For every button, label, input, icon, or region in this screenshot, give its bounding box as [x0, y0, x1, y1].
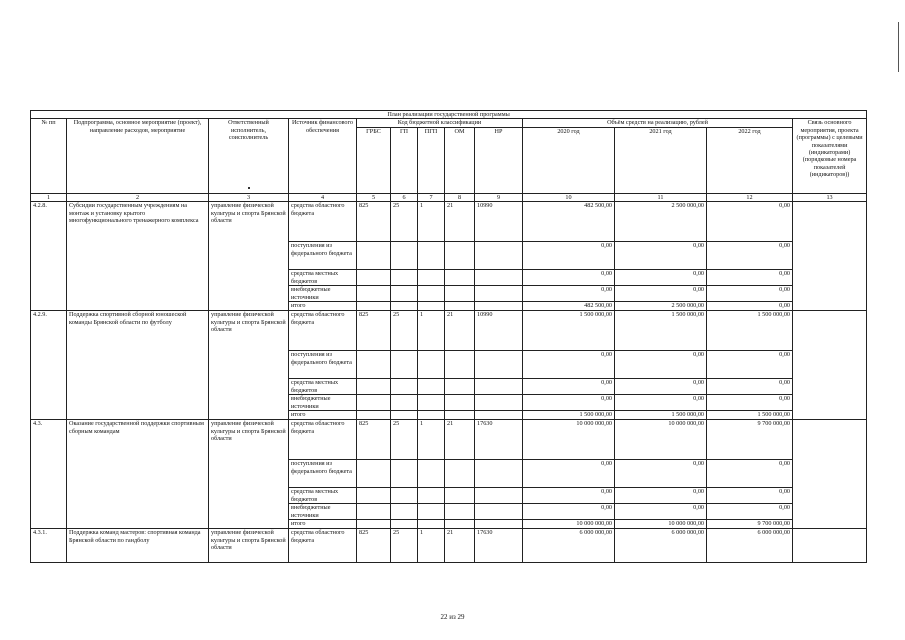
cell-np: [475, 351, 523, 379]
cell-np: [475, 379, 523, 395]
cell-number: 4.3.1.: [31, 529, 67, 563]
cell-2020: 482 500,00: [523, 302, 615, 311]
cell-om: [445, 411, 475, 420]
cell-2021: 0,00: [615, 460, 707, 488]
cell-2021: 0,00: [615, 351, 707, 379]
cell-source: итого: [289, 302, 357, 311]
cell-responsible: управление физической культуры и спорта Брянской области: [209, 202, 289, 311]
cell-2020: 0,00: [523, 460, 615, 488]
cell-np: 17630: [475, 529, 523, 563]
cell-grbs: [357, 270, 391, 286]
cell-responsible: управление физической культуры и спорта Брянской области: [209, 311, 289, 420]
cell-2022: 0,00: [707, 286, 793, 302]
cell-gp: 25: [391, 311, 418, 351]
cell-2022: 0,00: [707, 302, 793, 311]
cell-grbs: [357, 351, 391, 379]
cell-np: [475, 460, 523, 488]
column-number: 12: [707, 193, 793, 201]
cell-grbs: [357, 411, 391, 420]
column-number-row: [31, 193, 867, 201]
cell-pgp: 1: [418, 311, 445, 351]
cell-2021: 1 500 000,00: [615, 311, 707, 351]
cell-gp: [391, 411, 418, 420]
header-source: Источник финансового обеспечения: [289, 119, 357, 193]
cell-grbs: [357, 395, 391, 411]
cell-source: внебюджетные источники: [289, 504, 357, 520]
cell-2022: 0,00: [707, 504, 793, 520]
cell-number: 4.2.9.: [31, 311, 67, 420]
cell-2021: 0,00: [615, 242, 707, 270]
cell-om: 21: [445, 529, 475, 563]
header-link: Связь основного мероприятия, проекта (программы) с целевыми показателями (индикаторами) (порядковые номера показателей (индикаторов)): [793, 119, 867, 193]
cell-pgp: [418, 488, 445, 504]
cell-2022: 9 700 000,00: [707, 420, 793, 460]
cell-2021: 0,00: [615, 504, 707, 520]
cell-2021: 2 500 000,00: [615, 302, 707, 311]
cell-grbs: [357, 242, 391, 270]
budget-table: [30, 110, 867, 563]
cell-om: [445, 286, 475, 302]
cell-gp: [391, 395, 418, 411]
cell-source: итого: [289, 520, 357, 529]
header-responsible: Ответственный исполнитель, соисполнитель: [209, 119, 289, 193]
cell-pgp: [418, 395, 445, 411]
column-number: 5: [357, 193, 391, 201]
cell-om: [445, 270, 475, 286]
cell-om: [445, 242, 475, 270]
header-2020: 2020 год: [523, 127, 615, 193]
header-grbs: ГРБС: [357, 127, 391, 193]
cell-link: [793, 202, 867, 311]
cell-name: Оказание государственной поддержки спортивным сборным командам: [67, 420, 209, 529]
cell-2022: 0,00: [707, 488, 793, 504]
cell-source: средства местных бюджетов: [289, 488, 357, 504]
cell-np: 17630: [475, 420, 523, 460]
cell-2021: 6 000 000,00: [615, 529, 707, 563]
cell-om: [445, 379, 475, 395]
cell-pgp: [418, 302, 445, 311]
cell-2020: 1 500 000,00: [523, 311, 615, 351]
header-2021: 2021 год: [615, 127, 707, 193]
cell-om: [445, 488, 475, 504]
cell-number: 4.2.8.: [31, 202, 67, 311]
cell-2020: 0,00: [523, 286, 615, 302]
cell-grbs: 825: [357, 420, 391, 460]
cell-responsible: управление физической культуры и спорта Брянской области: [209, 420, 289, 529]
cell-pgp: 1: [418, 202, 445, 242]
cell-pgp: [418, 379, 445, 395]
header-no: № пп: [31, 119, 67, 193]
cell-gp: [391, 488, 418, 504]
column-number: 13: [793, 193, 867, 201]
cell-2021: 0,00: [615, 395, 707, 411]
cell-gp: [391, 504, 418, 520]
cell-2022: 0,00: [707, 242, 793, 270]
header-pgp: ПГП: [418, 127, 445, 193]
cell-pgp: [418, 351, 445, 379]
cell-2022: 0,00: [707, 270, 793, 286]
header-volume: Объём средств на реализацию, рублей: [523, 119, 793, 127]
cell-2022: 6 000 000,00: [707, 529, 793, 563]
cell-link: [793, 420, 867, 529]
column-number: 9: [475, 193, 523, 201]
table-row: [31, 420, 867, 460]
column-number: 6: [391, 193, 418, 201]
table-row: [31, 529, 867, 563]
cell-grbs: [357, 460, 391, 488]
cell-2021: 0,00: [615, 488, 707, 504]
column-number: 2: [67, 193, 209, 201]
table-title: План реализации государственной программы: [31, 111, 867, 119]
cell-pgp: [418, 460, 445, 488]
cell-source: средства областного бюджета: [289, 202, 357, 242]
header-gp: ГП: [391, 127, 418, 193]
cell-np: [475, 488, 523, 504]
column-number: 8: [445, 193, 475, 201]
cell-om: [445, 504, 475, 520]
cell-source: поступления из федерального бюджета: [289, 460, 357, 488]
cell-name: Субсидии государственным учреждениям на монтаж и установку крытого многофункционального тренажерного комплекса: [67, 202, 209, 311]
cell-source: средства областного бюджета: [289, 311, 357, 351]
column-number: 7: [418, 193, 445, 201]
cell-pgp: [418, 520, 445, 529]
cell-name: Поддержка спортивной сборной юношеской команды Брянской области по футболу: [67, 311, 209, 420]
cell-2020: 0,00: [523, 351, 615, 379]
cell-2021: 10 000 000,00: [615, 520, 707, 529]
cell-gp: [391, 351, 418, 379]
cell-grbs: [357, 504, 391, 520]
cell-gp: [391, 520, 418, 529]
cell-om: [445, 395, 475, 411]
budget-table-container: [30, 110, 866, 563]
cell-gp: [391, 379, 418, 395]
header-om: ОМ: [445, 127, 475, 193]
cell-np: [475, 242, 523, 270]
cell-2022: 0,00: [707, 379, 793, 395]
cell-grbs: [357, 302, 391, 311]
cell-2021: 10 000 000,00: [615, 420, 707, 460]
cell-np: [475, 504, 523, 520]
cell-2022: 0,00: [707, 460, 793, 488]
cell-name: Поддержка команд мастеров: спортивная команда Брянской области по гандболу: [67, 529, 209, 563]
cell-2020: 0,00: [523, 270, 615, 286]
cell-grbs: 825: [357, 311, 391, 351]
cell-responsible: управление физической культуры и спорта Брянской области: [209, 529, 289, 563]
cell-grbs: [357, 379, 391, 395]
cell-om: 21: [445, 202, 475, 242]
page-number: 22 из 29: [440, 613, 465, 621]
cell-2020: 10 000 000,00: [523, 420, 615, 460]
column-number: 1: [31, 193, 67, 201]
cell-gp: 25: [391, 529, 418, 563]
cell-om: [445, 460, 475, 488]
cell-2021: 0,00: [615, 286, 707, 302]
cell-2021: 1 500 000,00: [615, 411, 707, 420]
cell-2020: 1 500 000,00: [523, 411, 615, 420]
cell-source: средства местных бюджетов: [289, 379, 357, 395]
cell-source: средства областного бюджета: [289, 420, 357, 460]
cell-2020: 0,00: [523, 488, 615, 504]
cell-gp: [391, 460, 418, 488]
cell-2022: 1 500 000,00: [707, 311, 793, 351]
cell-pgp: [418, 286, 445, 302]
cell-2022: 0,00: [707, 395, 793, 411]
cell-2020: 0,00: [523, 395, 615, 411]
cell-gp: [391, 270, 418, 286]
cell-2021: 2 500 000,00: [615, 202, 707, 242]
cell-om: [445, 302, 475, 311]
cell-pgp: [418, 242, 445, 270]
cell-link: [793, 529, 867, 563]
cell-np: [475, 395, 523, 411]
cell-source: итого: [289, 411, 357, 420]
cell-om: [445, 351, 475, 379]
column-number: 11: [615, 193, 707, 201]
cell-link: [793, 311, 867, 420]
cell-2021: 0,00: [615, 379, 707, 395]
cell-source: внебюджетные источники: [289, 286, 357, 302]
table-row: [31, 202, 867, 242]
cell-grbs: 825: [357, 529, 391, 563]
cell-2022: 1 500 000,00: [707, 411, 793, 420]
cell-np: [475, 302, 523, 311]
cell-number: 4.3.: [31, 420, 67, 529]
cell-grbs: [357, 286, 391, 302]
cell-source: средства областного бюджета: [289, 529, 357, 563]
cell-gp: [391, 302, 418, 311]
column-number: 3: [209, 193, 289, 201]
cell-grbs: 825: [357, 202, 391, 242]
cell-2022: 0,00: [707, 202, 793, 242]
cell-om: [445, 520, 475, 529]
cell-om: 21: [445, 311, 475, 351]
cell-2020: 0,00: [523, 379, 615, 395]
cell-2020: 482 500,00: [523, 202, 615, 242]
cell-source: поступления из федерального бюджета: [289, 242, 357, 270]
cell-np: 10990: [475, 202, 523, 242]
cell-pgp: [418, 411, 445, 420]
cell-2020: 0,00: [523, 242, 615, 270]
cell-np: [475, 520, 523, 529]
cell-om: 21: [445, 420, 475, 460]
cell-pgp: 1: [418, 529, 445, 563]
cell-2020: 10 000 000,00: [523, 520, 615, 529]
cell-source: средства местных бюджетов: [289, 270, 357, 286]
cell-np: 10990: [475, 311, 523, 351]
cell-source: поступления из федерального бюджета: [289, 351, 357, 379]
header-np: НР: [475, 127, 523, 193]
cell-2021: 0,00: [615, 270, 707, 286]
cell-gp: 25: [391, 420, 418, 460]
cell-gp: 25: [391, 202, 418, 242]
table-row: [31, 311, 867, 351]
cell-gp: [391, 242, 418, 270]
cell-np: [475, 286, 523, 302]
cell-np: [475, 411, 523, 420]
header-2022: 2022 год: [707, 127, 793, 193]
cell-2020: 0,00: [523, 504, 615, 520]
column-number: 4: [289, 193, 357, 201]
cell-pgp: [418, 270, 445, 286]
cell-2022: 0,00: [707, 351, 793, 379]
cell-np: [475, 270, 523, 286]
cell-pgp: 1: [418, 420, 445, 460]
cell-grbs: [357, 520, 391, 529]
cell-2020: 6 000 000,00: [523, 529, 615, 563]
cell-pgp: [418, 504, 445, 520]
header-name: Подпрограмма, основное мероприятие (проект), направление расходов, мероприятие: [67, 119, 209, 193]
header-kbk: Код бюджетной классификации: [357, 119, 523, 127]
cell-2022: 9 700 000,00: [707, 520, 793, 529]
cell-gp: [391, 286, 418, 302]
page-edge-mark: [898, 22, 900, 72]
cell-grbs: [357, 488, 391, 504]
column-number: 10: [523, 193, 615, 201]
cell-source: внебюджетные источники: [289, 395, 357, 411]
